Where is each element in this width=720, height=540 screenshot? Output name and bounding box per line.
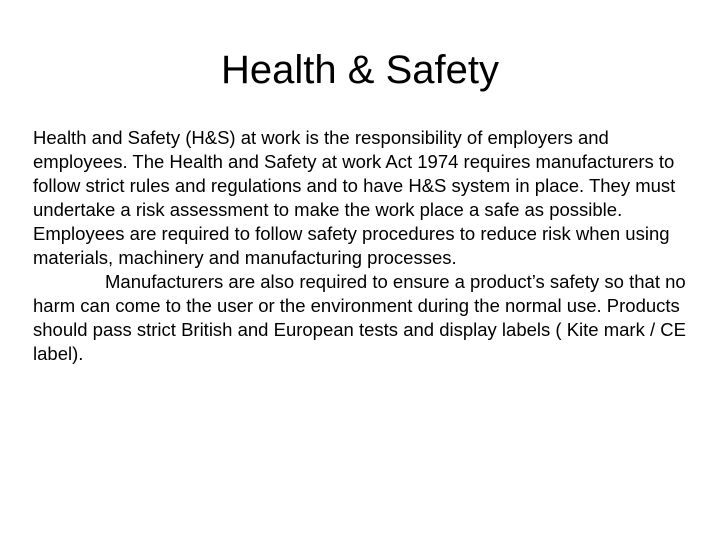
body-paragraph-1: Health and Safety (H&S) at work is the responsibility of employers and employees. The Health and Safety at work Act 1974 requires manufacturers to follow strict rules and regulations and to have H&S system in place. They must undertake a risk assessment to make the work place a safe as possible. Employees are required to follow safety procedures to reduce risk when using materials, machinery and manufacturing processes. [33, 127, 676, 268]
slide-title: Health & Safety [221, 48, 499, 92]
slide-body [33, 126, 693, 366]
body-paragraph-2: Manufacturers are also required to ensure a product’s safety so that no harm can come to the user or the environment during the normal use. Products should pass strict British and European tests and display labels ( Kite mark / CE label). [33, 271, 686, 364]
